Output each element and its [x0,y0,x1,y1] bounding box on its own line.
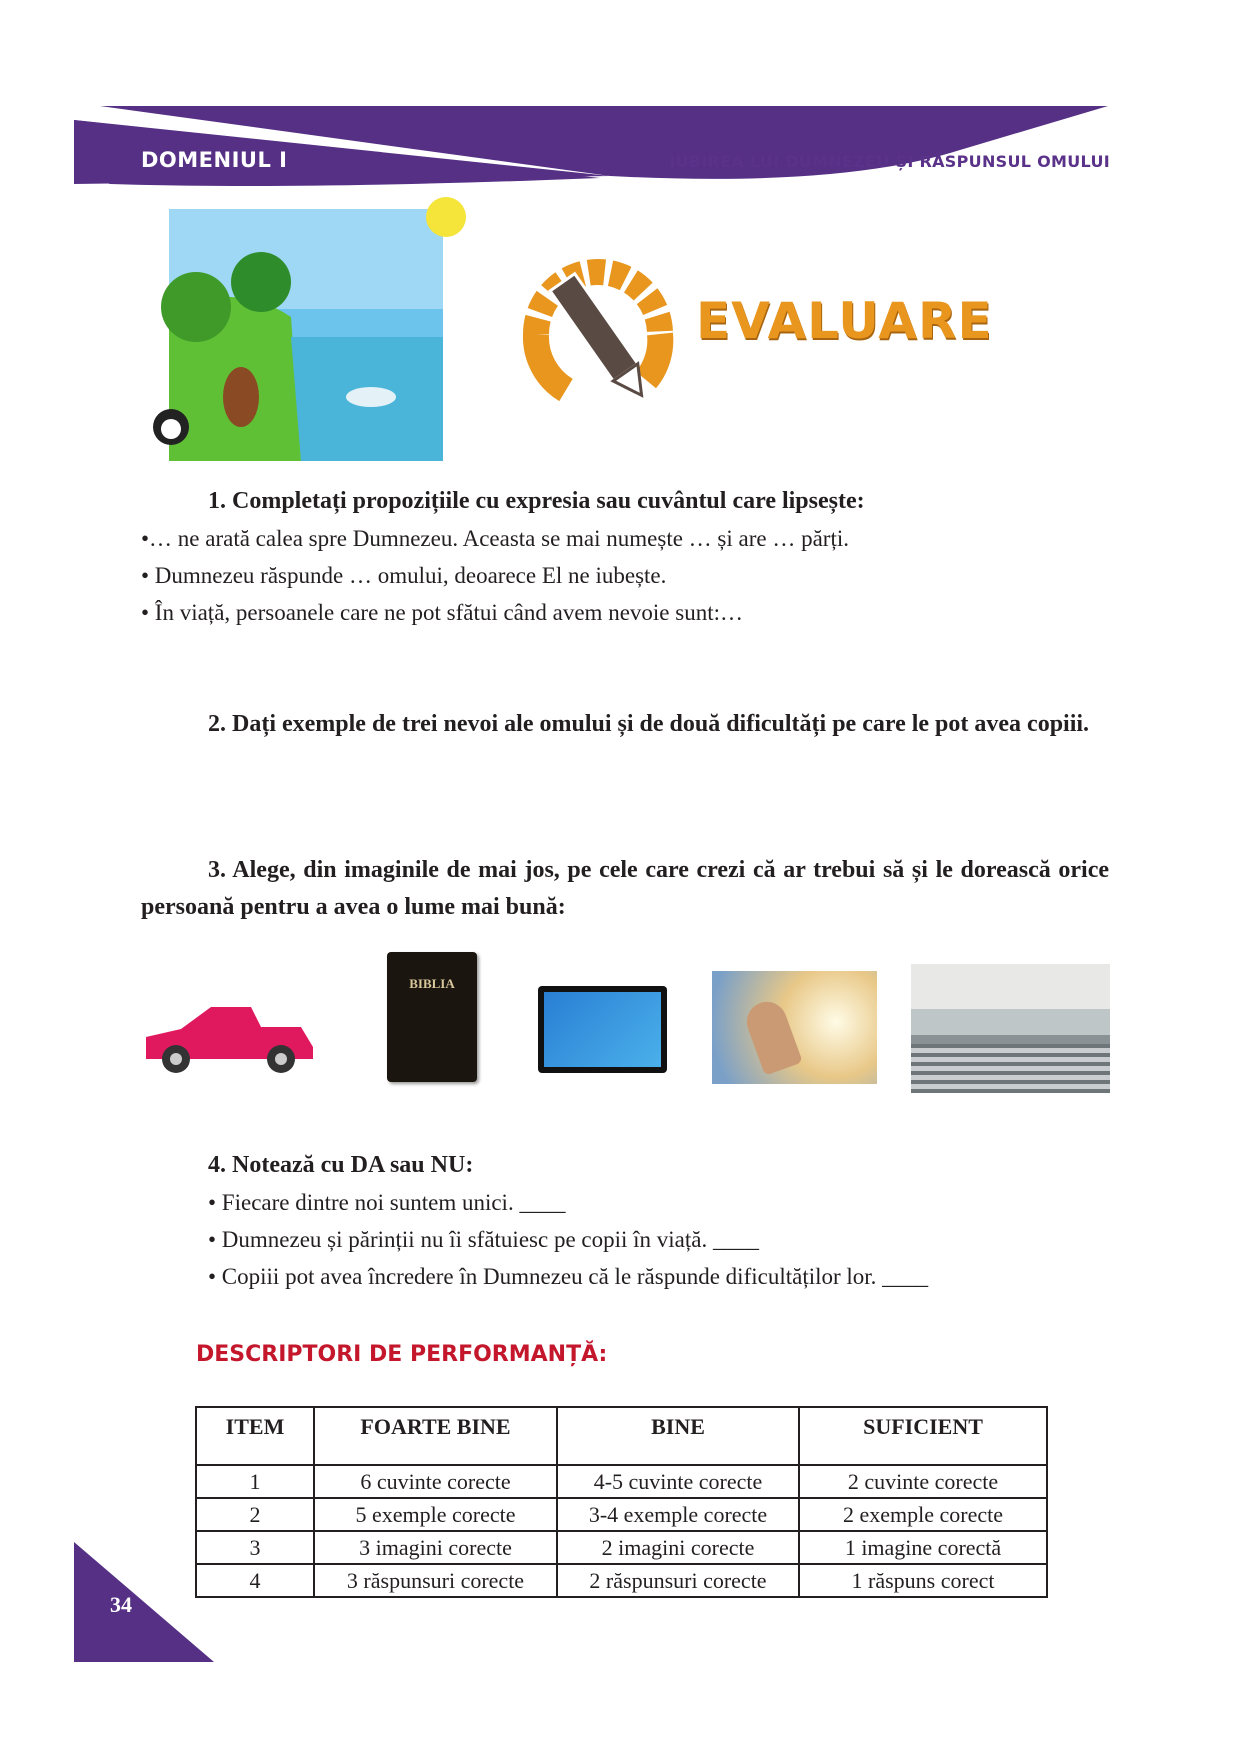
cell: 1 răspuns corect [799,1564,1047,1597]
q1-title: 1. Completați propozițiile cu expresia sau cuvântul care lipsește: [208,488,865,514]
page-corner [74,1542,214,1662]
cell: 2 cuvinte corecte [799,1465,1047,1498]
q4-item: • Copiii pot avea încredere în Dumnezeu că le răspunde dificultăților lor. ____ [208,1264,929,1289]
descriptors-title: DESCRIPTORI DE PERFORMANȚĂ: [196,1342,608,1367]
q4-item: • Dumnezeu și părinții nu îi sfătuiesc pe copii în viață. ____ [208,1227,759,1252]
cell: 3-4 exemple corecte [557,1498,799,1531]
q4-item: • Fiecare dintre noi suntem unici. ____ [208,1190,566,1215]
domain-label: DOMENIUL I [141,148,288,172]
cell: 2 imagini corecte [557,1531,799,1564]
table-row [196,1564,1047,1597]
bible-label: BIBLIA [409,976,455,991]
q4-title: 4. Notează cu DA sau NU: [208,1152,474,1178]
praying-hands-image[interactable] [712,971,877,1084]
creation-illustration [141,197,473,468]
q1-item: •… ne arată calea spre Dumnezeu. Aceasta se mai numește … și are … părți. [141,526,849,551]
header-cell: BINE [557,1407,799,1465]
header-cell: ITEM [196,1407,314,1465]
chapter-title: IUBIREA LUI DUMNEZEU ȘI RĂSPUNSUL OMULUI [669,152,1110,171]
table-header-row [196,1407,1047,1465]
header-cell: SUFICIENT [799,1407,1047,1465]
cell: 6 cuvinte corecte [314,1465,557,1498]
cell: 3 răspunsuri corecte [314,1564,557,1597]
cell: 4-5 cuvinte corecte [557,1465,799,1498]
tablet-image[interactable] [538,986,667,1073]
pencil-icon [516,242,686,414]
q2-title: 2. Dați exemple de trei nevoi ale omului și de două dificultăți pe care le pot avea copiii. [208,711,1090,737]
descriptors-table [195,1406,1048,1598]
church-hall-image[interactable] [911,964,1110,1093]
cell: 4 [196,1564,314,1597]
cell: 1 [196,1465,314,1498]
cell: 2 exemple corecte [799,1498,1047,1531]
page-number: 34 [110,1592,132,1617]
cell: 3 [196,1531,314,1564]
cell: 5 exemple corecte [314,1498,557,1531]
cell: 3 imagini corecte [314,1531,557,1564]
cell: 2 răspunsuri corecte [557,1564,799,1597]
cell: 1 imagine corectă [799,1531,1047,1564]
header-cell: FOARTE BINE [314,1407,557,1465]
car-image[interactable] [141,997,317,1077]
q3-title: 3. Alege, din imaginile de mai jos, pe cele care crezi că ar trebui să și le dorească orice persoană pentru a avea o lume mai bună: [141,857,1109,920]
bible-image[interactable] [387,952,477,1082]
evaluation-title: EVALUARE [696,292,993,350]
q1-item: • În viață, persoanele care ne pot sfătui când avem nevoie sunt:… [141,600,743,625]
table-row [196,1498,1047,1531]
table-row [196,1465,1047,1498]
q1-item: • Dumnezeu răspunde … omului, deoarece El ne iubește. [141,563,667,588]
table-row [196,1531,1047,1564]
cell: 2 [196,1498,314,1531]
